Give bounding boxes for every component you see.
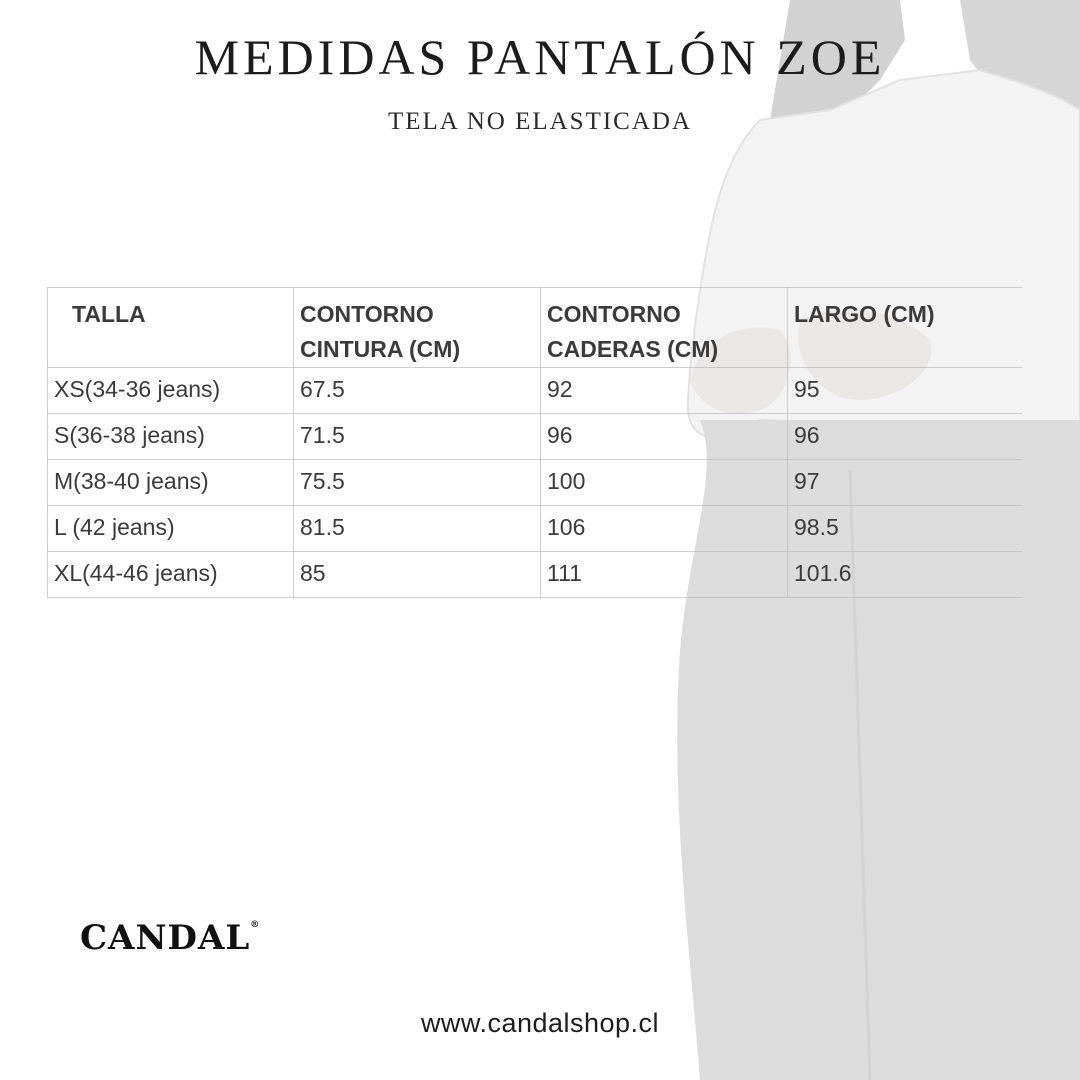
cell-talla: S(36-38 jeans) bbox=[48, 414, 294, 460]
cell-cintura: 81.5 bbox=[294, 506, 541, 552]
table-row bbox=[48, 506, 1022, 552]
cell-largo: 97 bbox=[788, 460, 1022, 506]
cell-cintura: 67.5 bbox=[294, 368, 541, 414]
website-url: www.candalshop.cl bbox=[420, 1008, 660, 1038]
table-row bbox=[48, 552, 1022, 598]
header-largo: LARGO (CM) bbox=[788, 288, 1022, 368]
cell-cintura: 85 bbox=[294, 552, 541, 598]
cell-cintura: 71.5 bbox=[294, 414, 541, 460]
cell-largo: 95 bbox=[788, 368, 1022, 414]
header-contorno-cintura: CONTORNO CINTURA (CM) bbox=[294, 288, 541, 368]
cell-caderas: 106 bbox=[541, 506, 788, 552]
size-chart-table bbox=[47, 287, 1022, 598]
cell-largo: 98.5 bbox=[788, 506, 1022, 552]
cell-cintura: 75.5 bbox=[294, 460, 541, 506]
page-title: MEDIDAS PANTALÓN ZOE bbox=[194, 29, 886, 85]
cell-largo: 101.6 bbox=[788, 552, 1022, 598]
cell-caderas: 92 bbox=[541, 368, 788, 414]
cell-talla: M(38-40 jeans) bbox=[48, 460, 294, 506]
header-contorno-caderas: CONTORNO CADERAS (CM) bbox=[541, 288, 788, 368]
cell-caderas: 100 bbox=[541, 460, 788, 506]
cell-talla: L (42 jeans) bbox=[48, 506, 294, 552]
registered-mark: ® bbox=[250, 920, 261, 930]
cell-caderas: 96 bbox=[541, 414, 788, 460]
table-row bbox=[48, 460, 1022, 506]
brand-logo-text: CANDAL bbox=[80, 918, 251, 958]
table-row bbox=[48, 414, 1022, 460]
brand-logo bbox=[80, 918, 260, 958]
cell-talla: XS(34-36 jeans) bbox=[48, 368, 294, 414]
header-talla: TALLA bbox=[48, 288, 294, 368]
cell-caderas: 111 bbox=[541, 552, 788, 598]
table-header-row bbox=[48, 288, 1022, 368]
cell-largo: 96 bbox=[788, 414, 1022, 460]
page-subtitle: TELA NO ELASTICADA bbox=[387, 108, 693, 135]
table-row bbox=[48, 368, 1022, 414]
cell-talla: XL(44-46 jeans) bbox=[48, 552, 294, 598]
